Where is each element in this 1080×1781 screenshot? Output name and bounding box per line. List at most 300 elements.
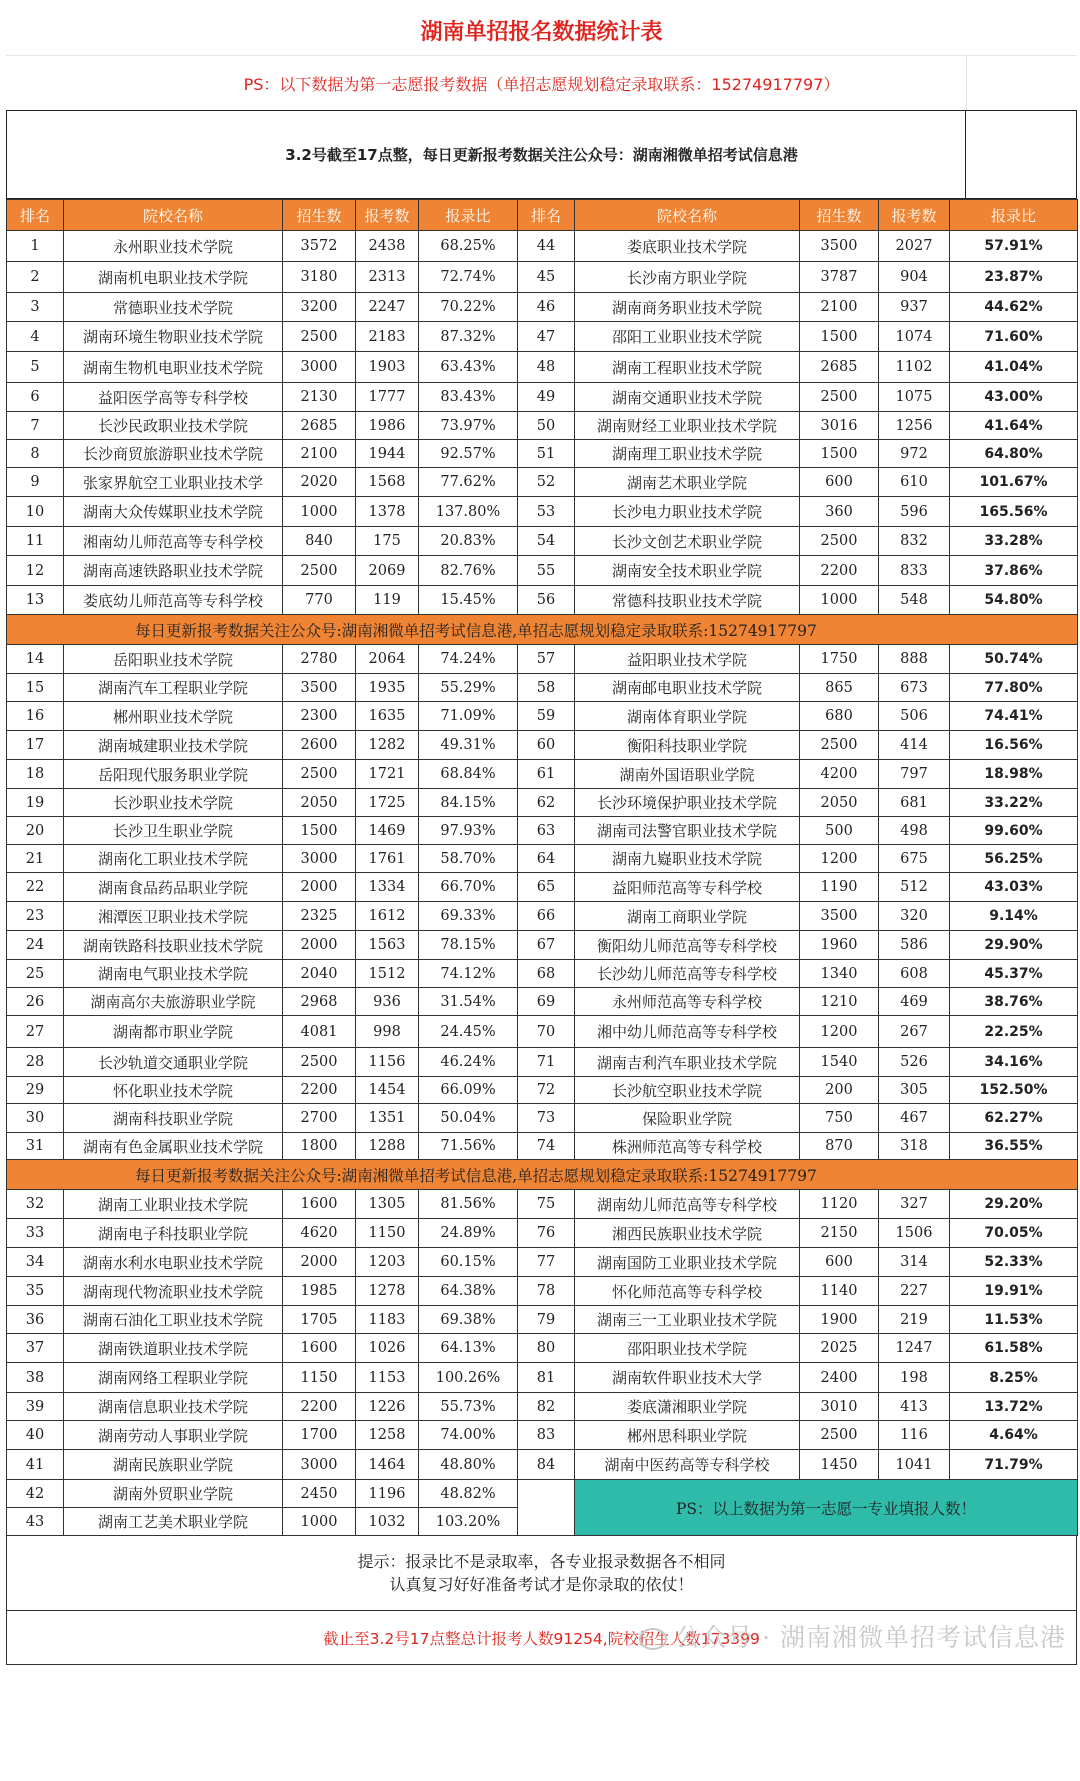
cell-rank: 50 [518,412,575,440]
cell-school-name: 湖南安全技术职业学院 [575,556,800,586]
cell-rank: 42 [7,1480,64,1508]
table-row [7,497,1078,527]
cell-ratio: 64.38% [419,1277,518,1306]
cell-applicants: 548 [879,586,950,615]
cell-applicants: 119 [356,586,419,615]
header-name: 院校名称 [575,200,800,231]
cell-ratio: 24.45% [419,1016,518,1048]
cell-ratio: 41.04% [950,352,1078,383]
cell-ratio: 62.27% [950,1104,1078,1133]
cell-applicants: 2183 [356,322,419,352]
cell-school-name: 湖南网络工程职业学院 [64,1363,283,1393]
cell-school-name: 长沙轨道交通职业学院 [64,1048,283,1077]
cell-ratio: 43.03% [950,873,1078,902]
cell-ratio: 56.25% [950,845,1078,873]
cell-school-name: 湖南食品药品职业学院 [64,873,283,902]
cell-plan: 1450 [800,1450,879,1480]
cell-school-name: 湘中幼儿师范高等专科学校 [575,1016,800,1048]
cell-school-name: 娄底潇湘职业学院 [575,1393,800,1421]
cell-applicants: 937 [879,293,950,322]
cell-plan: 3500 [800,231,879,262]
cell-rank: 26 [7,988,64,1016]
table-row [7,789,1078,817]
stats-sheet [6,6,1077,1665]
cell-rank: 78 [518,1277,575,1306]
banner-row [7,1160,1078,1190]
cell-applicants: 2064 [356,645,419,674]
cell-applicants: 526 [879,1048,950,1077]
cell-applicants: 506 [879,702,950,731]
cell-plan: 1140 [800,1277,879,1306]
cell-ratio: 71.79% [950,1450,1078,1480]
cell-plan: 3500 [800,902,879,931]
total-summary [6,1611,1077,1665]
cell-ratio: 43.00% [950,383,1078,412]
cell-applicants: 498 [879,817,950,845]
ps-text: PS：以下数据为第一志愿报考数据（单招志愿规划稳定录取联系：15274917797） [243,74,840,94]
cell-plan: 1705 [283,1306,356,1334]
footer-line-2: 认真复习好好准备考试才是你录取的依仗！ [389,1575,694,1594]
cell-plan: 3572 [283,231,356,262]
cell-school-name: 湖南信息职业技术学院 [64,1393,283,1421]
cell-school-name: 常德科技职业技术学院 [575,586,800,615]
cell-rank: 44 [518,231,575,262]
cell-ratio: 9.14% [950,902,1078,931]
cell-school-name: 常德职业技术学院 [64,293,283,322]
notice-text: 3.2号截至17点整，每日更新报考数据关注公众号：湖南湘微单招考试信息港 [285,146,798,164]
cell-ratio: 83.43% [419,383,518,412]
divider [966,56,967,110]
cell-rank: 41 [7,1450,64,1480]
cell-ratio: 45.37% [950,960,1078,988]
cell-rank: 8 [7,440,64,468]
cell-plan: 3200 [283,293,356,322]
cell-school-name: 湖南机电职业技术学院 [64,262,283,293]
cell-ratio: 61.58% [950,1334,1078,1363]
table-row [7,988,1078,1016]
cell-ratio: 18.98% [950,760,1078,789]
cell-ratio: 22.25% [950,1016,1078,1048]
cell-school-name: 岳阳职业技术学院 [64,645,283,674]
cell-applicants: 972 [879,440,950,468]
cell-applicants: 1378 [356,497,419,527]
cell-plan: 1985 [283,1277,356,1306]
cell-ratio: 137.80% [419,497,518,527]
table-row [7,262,1078,293]
table-row [7,1077,1078,1104]
empty-cell [518,1480,575,1536]
cell-rank: 5 [7,352,64,383]
cell-school-name: 岳阳现代服务职业学院 [64,760,283,789]
cell-applicants: 1102 [879,352,950,383]
cell-rank: 54 [518,527,575,556]
table-row [7,1421,1078,1450]
ps-line [6,56,1077,111]
cell-plan: 1340 [800,960,879,988]
cell-plan: 1600 [283,1190,356,1219]
table-row [7,1393,1078,1421]
cell-rank: 37 [7,1334,64,1363]
header-applicants: 报考数 [356,200,419,231]
cell-rank: 32 [7,1190,64,1219]
data-table [6,199,1078,1536]
cell-applicants: 1075 [879,383,950,412]
cell-plan: 1600 [283,1334,356,1363]
cell-plan: 2500 [800,1421,879,1450]
cell-plan: 2400 [800,1363,879,1393]
cell-school-name: 湖南都市职业学院 [64,1016,283,1048]
cell-applicants: 797 [879,760,950,789]
cell-plan: 3010 [800,1393,879,1421]
cell-ratio: 64.80% [950,440,1078,468]
cell-ratio: 72.74% [419,262,518,293]
cell-ratio: 71.56% [419,1133,518,1160]
cell-ratio: 55.73% [419,1393,518,1421]
cell-rank: 81 [518,1363,575,1393]
cell-ratio: 69.33% [419,902,518,931]
cell-school-name: 永州职业技术学院 [64,231,283,262]
cell-applicants: 1512 [356,960,419,988]
cell-applicants: 1288 [356,1133,419,1160]
table-row [7,1104,1078,1133]
cell-applicants: 1226 [356,1393,419,1421]
table-row [7,1048,1078,1077]
cell-plan: 1000 [800,586,879,615]
cell-school-name: 湖南汽车工程职业学院 [64,674,283,702]
cell-rank: 14 [7,645,64,674]
cell-rank: 30 [7,1104,64,1133]
table-row [7,702,1078,731]
cell-ratio: 37.86% [950,556,1078,586]
cell-applicants: 1247 [879,1334,950,1363]
cell-applicants: 1032 [356,1508,419,1536]
cell-applicants: 1282 [356,731,419,760]
cell-applicants: 1563 [356,931,419,960]
cell-applicants: 1026 [356,1334,419,1363]
cell-school-name: 长沙南方职业学院 [575,262,800,293]
cell-applicants: 314 [879,1248,950,1277]
cell-rank: 4 [7,322,64,352]
cell-rank: 67 [518,931,575,960]
cell-plan: 3000 [283,845,356,873]
footer-line-1: 提示：报录比不是录取率，各专业报录数据各不相同 [357,1552,726,1571]
table-row [7,1480,1078,1508]
cell-ratio: 44.62% [950,293,1078,322]
cell-school-name: 郴州思科职业学院 [575,1421,800,1450]
table-row [7,645,1078,674]
cell-ratio: 48.82% [419,1480,518,1508]
cell-school-name: 湖南体育职业学院 [575,702,800,731]
cell-plan: 2040 [283,960,356,988]
cell-applicants: 318 [879,1133,950,1160]
table-row [7,1277,1078,1306]
cell-plan: 1800 [283,1133,356,1160]
cell-plan: 4620 [283,1219,356,1248]
cell-school-name: 湖南商务职业技术学院 [575,293,800,322]
cell-applicants: 1334 [356,873,419,902]
cell-applicants: 467 [879,1104,950,1133]
cell-plan: 1210 [800,988,879,1016]
cell-ratio: 54.80% [950,586,1078,615]
cell-school-name: 长沙商贸旅游职业技术学院 [64,440,283,468]
cell-school-name: 湖南外贸职业学院 [64,1480,283,1508]
cell-rank: 45 [518,262,575,293]
cell-rank: 69 [518,988,575,1016]
cell-school-name: 长沙民政职业技术学院 [64,412,283,440]
cell-applicants: 1506 [879,1219,950,1248]
cell-ratio: 99.60% [950,817,1078,845]
cell-rank: 2 [7,262,64,293]
cell-applicants: 267 [879,1016,950,1048]
cell-applicants: 1568 [356,468,419,497]
cell-ratio: 8.25% [950,1363,1078,1393]
footer-tip [6,1536,1077,1611]
cell-applicants: 610 [879,468,950,497]
cell-plan: 2325 [283,902,356,931]
cell-school-name: 永州师范高等专科学校 [575,988,800,1016]
cell-applicants: 1258 [356,1421,419,1450]
cell-applicants: 320 [879,902,950,931]
cell-applicants: 681 [879,789,950,817]
cell-school-name: 株洲师范高等专科学校 [575,1133,800,1160]
cell-applicants: 2027 [879,231,950,262]
cell-plan: 1000 [283,1508,356,1536]
cell-plan: 2200 [283,1393,356,1421]
cell-plan: 1200 [800,845,879,873]
cell-ratio: 70.22% [419,293,518,322]
cell-rank: 22 [7,873,64,902]
cell-rank: 28 [7,1048,64,1077]
cell-rank: 47 [518,322,575,352]
cell-rank: 73 [518,1104,575,1133]
cell-school-name: 湖南电气职业技术学院 [64,960,283,988]
cell-rank: 83 [518,1421,575,1450]
cell-rank: 53 [518,497,575,527]
cell-plan: 1960 [800,931,879,960]
cell-school-name: 长沙幼儿师范高等专科学校 [575,960,800,988]
cell-school-name: 邵阳工业职业技术学院 [575,322,800,352]
cell-rank: 65 [518,873,575,902]
cell-ratio: 70.05% [950,1219,1078,1248]
cell-school-name: 湘潭医卫职业技术学院 [64,902,283,931]
cell-school-name: 湖南国防工业职业技术学院 [575,1248,800,1277]
cell-rank: 17 [7,731,64,760]
cell-rank: 11 [7,527,64,556]
cell-applicants: 998 [356,1016,419,1048]
cell-ratio: 77.80% [950,674,1078,702]
cell-plan: 1500 [800,322,879,352]
cell-rank: 57 [518,645,575,674]
header-name: 院校名称 [64,200,283,231]
cell-school-name: 衡阳科技职业学院 [575,731,800,760]
cell-school-name: 湖南生物机电职业技术学院 [64,352,283,383]
header-rank: 排名 [7,200,64,231]
cell-plan: 2100 [800,293,879,322]
cell-applicants: 469 [879,988,950,1016]
cell-applicants: 227 [879,1277,950,1306]
cell-school-name: 娄底职业技术学院 [575,231,800,262]
cell-applicants: 1612 [356,902,419,931]
cell-rank: 38 [7,1363,64,1393]
table-row [7,527,1078,556]
cell-school-name: 益阳师范高等专科学校 [575,873,800,902]
cell-school-name: 湖南交通职业技术学院 [575,383,800,412]
cell-plan: 2450 [283,1480,356,1508]
table-row [7,383,1078,412]
cell-school-name: 湘南幼儿师范高等专科学校 [64,527,283,556]
cell-school-name: 湖南化工职业技术学院 [64,845,283,873]
watermark [639,1618,1066,1654]
cell-applicants: 1635 [356,702,419,731]
cell-school-name: 湖南艺术职业学院 [575,468,800,497]
cell-school-name: 湖南中医药高等专科学校 [575,1450,800,1480]
table-row [7,1450,1078,1480]
cell-rank: 56 [518,586,575,615]
cell-plan: 4200 [800,760,879,789]
cell-rank: 55 [518,556,575,586]
cell-applicants: 673 [879,674,950,702]
cell-plan: 2500 [800,731,879,760]
cell-applicants: 1256 [879,412,950,440]
cell-plan: 2600 [283,731,356,760]
cell-rank: 23 [7,902,64,931]
table-row [7,731,1078,760]
cell-rank: 29 [7,1077,64,1104]
cell-rank: 7 [7,412,64,440]
cell-applicants: 1041 [879,1450,950,1480]
cell-applicants: 1074 [879,322,950,352]
cell-ratio: 101.67% [950,468,1078,497]
cell-applicants: 1150 [356,1219,419,1248]
cell-plan: 500 [800,817,879,845]
cell-ratio: 74.12% [419,960,518,988]
cell-plan: 2300 [283,702,356,731]
cell-rank: 77 [518,1248,575,1277]
cell-applicants: 888 [879,645,950,674]
cell-plan: 3000 [283,1450,356,1480]
cell-plan: 2000 [283,873,356,902]
cell-plan: 1190 [800,873,879,902]
cell-applicants: 1454 [356,1077,419,1104]
cell-school-name: 湘西民族职业技术学院 [575,1219,800,1248]
cell-applicants: 414 [879,731,950,760]
cell-rank: 25 [7,960,64,988]
cell-rank: 21 [7,845,64,873]
cell-ratio: 50.74% [950,645,1078,674]
cell-ratio: 24.89% [419,1219,518,1248]
cell-plan: 3787 [800,262,879,293]
cell-school-name: 湖南邮电职业技术学院 [575,674,800,702]
cell-ratio: 58.70% [419,845,518,873]
cell-school-name: 湖南高尔夫旅游职业学院 [64,988,283,1016]
table-row [7,902,1078,931]
cell-plan: 200 [800,1077,879,1104]
cell-plan: 1750 [800,645,879,674]
cell-applicants: 833 [879,556,950,586]
cell-rank: 36 [7,1306,64,1334]
cell-applicants: 1203 [356,1248,419,1277]
cell-applicants: 1903 [356,352,419,383]
cell-applicants: 1464 [356,1450,419,1480]
cell-plan: 2200 [283,1077,356,1104]
cell-ratio: 50.04% [419,1104,518,1133]
cell-ratio: 16.56% [950,731,1078,760]
cell-plan: 2100 [283,440,356,468]
cell-school-name: 湖南劳动人事职业学院 [64,1421,283,1450]
cell-ratio: 15.45% [419,586,518,615]
cell-school-name: 湖南高速铁路职业技术学院 [64,556,283,586]
cell-ratio: 38.76% [950,988,1078,1016]
cell-school-name: 湖南石油化工职业技术学院 [64,1306,283,1334]
cell-plan: 2000 [283,1248,356,1277]
cell-plan: 2050 [800,789,879,817]
cell-rank: 40 [7,1421,64,1450]
cell-applicants: 305 [879,1077,950,1104]
cell-rank: 15 [7,674,64,702]
header-ratio: 报录比 [419,200,518,231]
table-row [7,674,1078,702]
cell-applicants: 675 [879,845,950,873]
cell-applicants: 1725 [356,789,419,817]
cell-rank: 63 [518,817,575,845]
cell-plan: 1540 [800,1048,879,1077]
cell-rank: 24 [7,931,64,960]
cell-school-name: 衡阳幼儿师范高等专科学校 [575,931,800,960]
cell-plan: 2500 [283,322,356,352]
cell-rank: 18 [7,760,64,789]
header-applicants: 报考数 [879,200,950,231]
cell-plan: 2200 [800,556,879,586]
cell-ratio: 33.22% [950,789,1078,817]
cell-ratio: 20.83% [419,527,518,556]
cell-applicants: 2069 [356,556,419,586]
cell-plan: 2780 [283,645,356,674]
cell-ratio: 69.38% [419,1306,518,1334]
cell-plan: 865 [800,674,879,702]
cell-rank: 68 [518,960,575,988]
cell-school-name: 湖南铁路科技职业技术学院 [64,931,283,960]
cell-applicants: 413 [879,1393,950,1421]
cell-rank: 84 [518,1450,575,1480]
cell-plan: 870 [800,1133,879,1160]
cell-applicants: 1935 [356,674,419,702]
cell-applicants: 1944 [356,440,419,468]
cell-ratio: 48.80% [419,1450,518,1480]
cell-school-name: 湖南现代物流职业技术学院 [64,1277,283,1306]
cell-ratio: 73.97% [419,412,518,440]
first-choice-note: PS：以上数据为第一志愿一专业填报人数！ [575,1480,1078,1536]
cell-rank: 10 [7,497,64,527]
table-row [7,293,1078,322]
cell-plan: 2130 [283,383,356,412]
cell-plan: 2685 [283,412,356,440]
cell-rank: 60 [518,731,575,760]
cell-ratio: 55.29% [419,674,518,702]
cell-ratio: 49.31% [419,731,518,760]
cell-school-name: 怀化师范高等专科学校 [575,1277,800,1306]
cell-school-name: 怀化职业技术学院 [64,1077,283,1104]
cell-ratio: 74.41% [950,702,1078,731]
cell-ratio: 23.87% [950,262,1078,293]
cell-plan: 3180 [283,262,356,293]
cell-school-name: 湖南水利水电职业技术学院 [64,1248,283,1277]
cell-school-name: 张家界航空工业职业技术学 [64,468,283,497]
cell-school-name: 长沙职业技术学院 [64,789,283,817]
cell-rank: 34 [7,1248,64,1277]
cell-ratio: 71.60% [950,322,1078,352]
cell-rank: 49 [518,383,575,412]
cell-rank: 13 [7,586,64,615]
